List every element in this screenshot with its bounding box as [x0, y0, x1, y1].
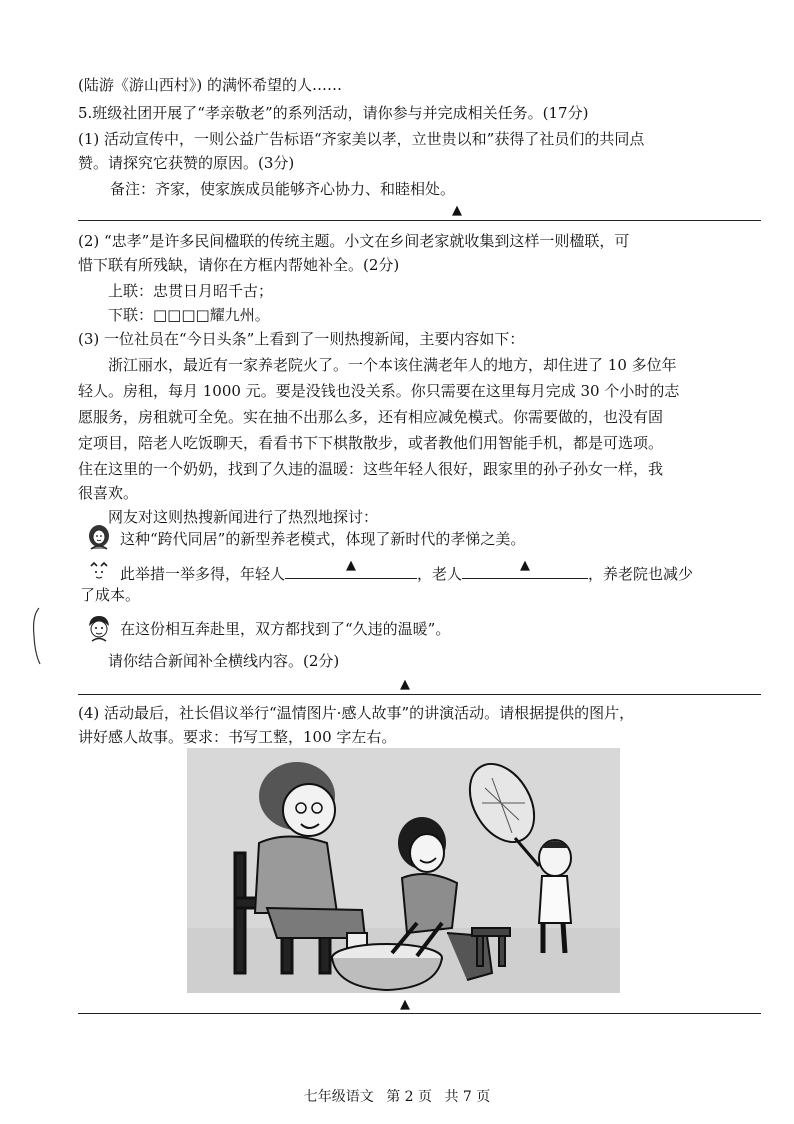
- answer-mark-1: ▲: [452, 203, 462, 218]
- blank-young-people[interactable]: [285, 560, 417, 579]
- footer-subject: 七年级语文: [303, 1089, 374, 1105]
- answer-mark-4: ▲: [400, 997, 410, 1012]
- blank-mark-1: ▲: [346, 558, 357, 573]
- answer-mark-3: ▲: [400, 677, 410, 692]
- couplet-lower: 下联：□□□□耀九州。: [108, 306, 270, 324]
- comment-2-part-c: ，养老院也减少: [588, 565, 694, 583]
- q5-1-line2: 赞。请探究它获赞的原因。(3分): [78, 154, 295, 172]
- netizen-avatar-girl-icon: [88, 560, 110, 582]
- comment-1: 这种“跨代同居”的新型养老模式，体现了新时代的孝悌之美。: [120, 530, 526, 548]
- news-line-4: 定项目，陪老人吃饭聊天，看看书下下棋散散步，或者教他们用智能手机，都是可选项。: [78, 434, 664, 452]
- comment-2-part-a: 此举措一举多得，年轻人: [120, 565, 286, 583]
- news-line-5: 住在这里的一个奶奶，找到了久违的温暖：这些年轻人很好，跟家里的孙子孙女一样，我: [78, 460, 664, 478]
- couplet-upper: 上联：忠贯日月昭千古；: [108, 282, 274, 300]
- news-line-6: 很喜欢。: [78, 484, 139, 502]
- news-line-2: 轻人。房租，每月 1000 元。要是没钱也没关系。你只需要在这里每月完成 30 个小时的志: [78, 382, 680, 400]
- footer-page: 第 2 页: [386, 1089, 432, 1105]
- news-line-3: 愿服务，房租就可全免。实在抽不出那么多，还有相应减免模式。你需要做的，也没有固: [78, 408, 664, 426]
- pen-mark-icon: [30, 606, 42, 666]
- netizen-avatar-woman-icon: [86, 524, 112, 550]
- comment-2-cont: 了成本。: [80, 586, 141, 604]
- blank-elderly[interactable]: [462, 560, 588, 579]
- q5-3-intro: (3) 一位社员在“今日头条”上看到了一则热搜新闻，主要内容如下：: [78, 330, 525, 348]
- comment-2: [120, 560, 693, 585]
- netizen-avatar-boy-icon: [86, 614, 112, 642]
- q5-4-line1: (4) 活动最后，社长倡议举行“温情图片·感人故事”的讲演活动。请根据提供的图片，: [78, 704, 635, 722]
- q5-3-instruction: 请你结合新闻补全横线内容。(2分): [108, 652, 340, 670]
- q5-1-note: 备注：齐家，使家族成员能够齐心协力、和睦相处。: [110, 180, 456, 198]
- q5-2-line2: 惜下联有所残缺，请你在方框内帮她补全。(2分): [78, 256, 400, 274]
- foot-washing-illustration: [187, 748, 620, 993]
- comment-3: 在这份相互奔赴里，双方都找到了“久违的温暖”。: [120, 620, 451, 638]
- news-line-1: 浙江丽水，最近有一家养老院火了。一个本该住满老年人的地方，却住进了 10 多位年: [108, 356, 677, 374]
- answer-line-4: [78, 1013, 761, 1014]
- blank-mark-2: ▲: [520, 558, 531, 573]
- q5-2-line1: (2) “忠孝”是许多民间楹联的传统主题。小文在乡间老家就收集到这样一则楹联，可: [78, 232, 630, 250]
- header-line: (陆游《游山西村》) 的满怀希望的人……: [78, 76, 342, 94]
- answer-line-3: [78, 694, 761, 695]
- q5-4-line2: 讲好感人故事。要求：书写工整，100 字左右。: [78, 728, 397, 746]
- q5-1-line1: (1) 活动宣传中，一则公益广告标语“齐家美以孝，立世贵以和”获得了社员们的共同点: [78, 130, 645, 148]
- answer-line-1: [78, 220, 761, 221]
- q5-title: 5.班级社团开展了“孝亲敬老”的系列活动，请你参与并完成相关任务。(17分): [78, 104, 589, 122]
- page-footer: [0, 1086, 794, 1106]
- footer-total: 共 7 页: [444, 1089, 491, 1105]
- comment-2-part-b: ，老人: [417, 565, 463, 583]
- discussion-intro: 网友对这则热搜新闻进行了热烈地探讨：: [108, 508, 379, 526]
